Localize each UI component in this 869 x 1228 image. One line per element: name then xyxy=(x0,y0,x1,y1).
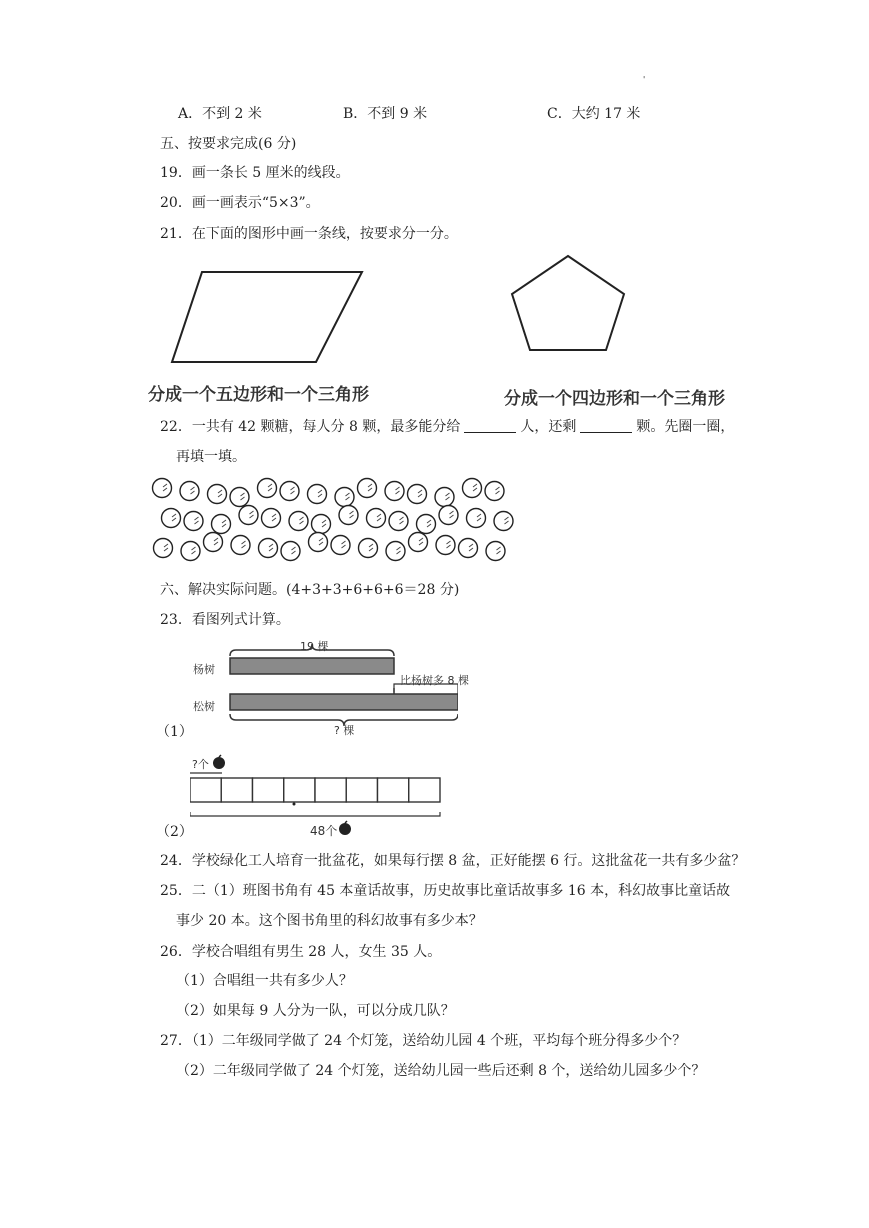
candy-ball-icon xyxy=(385,482,404,501)
candy-ball-icon xyxy=(312,515,331,534)
option-a: A．不到 2 米 xyxy=(178,106,262,122)
candy-ball-icon xyxy=(281,542,300,561)
candy-ball-icon xyxy=(231,536,250,555)
question-26: 26．学校合唱组有男生 28 人，女生 35 人。 xyxy=(160,944,442,960)
candy-ball-icon xyxy=(181,542,200,561)
q23-1-top-label: 19 棵 xyxy=(300,640,329,653)
candy-ball-icon xyxy=(467,509,486,528)
q21-left-caption: 分成一个五边形和一个三角形 xyxy=(148,385,369,405)
section6-title: 六、解决实际问题。(4+3+3+6+6+6＝28 分) xyxy=(160,582,460,598)
option-c: C．大约 17 米 xyxy=(547,106,641,122)
poplar-bar xyxy=(230,658,394,674)
question-24: 24．学校绿化工人培育一批盆花，如果每行摆 8 盆，正好能摆 6 行。这批盆花一共有多少盆？ xyxy=(160,853,746,869)
candy-ball-icon xyxy=(180,482,199,501)
question-25-line1: 25．二（1）班图书角有 45 本童话故事，历史故事比童话故事多 16 本，科幻故事比童话故 xyxy=(160,883,731,899)
candy-ball-icon xyxy=(367,509,386,528)
pine-bar xyxy=(230,694,458,710)
candy-ball-icon xyxy=(409,533,428,552)
candy-ball-icon xyxy=(459,539,478,558)
candy-ball-icon xyxy=(331,536,350,555)
candy-ball-icon xyxy=(162,509,181,528)
candy-ball-icon xyxy=(436,536,455,555)
q22-text-1: 22．一共有 42 颗糖，每人分 8 颗，最多能分给 xyxy=(160,419,461,435)
box-cell xyxy=(221,778,252,802)
q23-2-top-label: ?个 xyxy=(192,758,209,771)
candy-ball-icon xyxy=(486,542,505,561)
candy-ball-icon xyxy=(485,482,504,501)
box-cell xyxy=(378,778,409,802)
candy-ball-icon xyxy=(289,512,308,531)
candy-ball-icon xyxy=(439,506,458,525)
question-22 xyxy=(160,417,734,437)
candy-ball-icon xyxy=(153,479,172,498)
candy-ball-icon xyxy=(280,482,299,501)
candy-ball-icon xyxy=(389,512,408,531)
box-cell xyxy=(409,778,440,802)
question-21: 21．在下面的图形中画一条线，按要求分一分。 xyxy=(160,226,458,242)
question-27-2: （2）二年级同学做了 24 个灯笼，送给幼儿园一些后还剩 8 个，送给幼儿园多少个？ xyxy=(176,1063,706,1079)
q22-blank-remainder[interactable] xyxy=(580,418,632,433)
parallelogram-figure xyxy=(168,268,368,368)
q23-2-bottom-label: 48个 xyxy=(310,824,338,838)
candy-ball-icon xyxy=(239,506,258,525)
candy-ball-icon xyxy=(154,539,173,558)
pentagon-figure xyxy=(506,252,632,356)
question-20: 20．画一画表示“5×3”。 xyxy=(160,195,320,211)
box-cell xyxy=(346,778,377,802)
candy-ball-icon xyxy=(463,479,482,498)
option-b: B．不到 9 米 xyxy=(343,106,428,122)
q23-1-label: （1） xyxy=(156,724,193,740)
candy-ball-icon xyxy=(339,506,358,525)
candy-ball-icon xyxy=(262,509,281,528)
candy-ball-icon xyxy=(408,485,427,504)
candy-ball-icon xyxy=(308,485,327,504)
q23-1-poplar-label: 杨树 xyxy=(193,663,215,676)
box-strip xyxy=(190,768,450,828)
box-cell xyxy=(284,778,315,802)
box-cell xyxy=(253,778,284,802)
q23-1-bottom-label: ? 棵 xyxy=(334,724,355,737)
candy-ball-icon xyxy=(417,515,436,534)
candy-ball-icon xyxy=(208,485,227,504)
candy-ball-icon xyxy=(386,542,405,561)
candy-ball-icon xyxy=(204,533,223,552)
candy-ball-icon xyxy=(335,488,354,507)
box-cell xyxy=(190,778,221,802)
section5-title: 五、按要求完成(6 分) xyxy=(160,136,297,152)
question-26-1: （1）合唱组一共有多少人？ xyxy=(176,973,353,989)
question-26-2: （2）如果每 9 人分为一队，可以分成几队？ xyxy=(176,1003,455,1019)
candy-ball-icon xyxy=(359,539,378,558)
candy-ball-icon xyxy=(309,533,328,552)
candy-ball-icon xyxy=(358,479,377,498)
q23-1-pine-label: 松树 xyxy=(193,700,215,713)
q22-text-3: 颗。先圈一圈， xyxy=(636,419,735,435)
question-22-line2: 再填一填。 xyxy=(176,449,246,465)
candy-ball-icon xyxy=(259,539,278,558)
q23-2-label: （2） xyxy=(156,824,193,840)
q22-blank-people[interactable] xyxy=(464,418,516,433)
q22-text-2: 人，还剩 xyxy=(520,419,577,435)
candy-ball-icon xyxy=(435,488,454,507)
candy-group xyxy=(150,474,530,574)
candy-ball-icon xyxy=(230,488,249,507)
question-23: 23．看图列式计算。 xyxy=(160,612,290,628)
question-19: 19．画一条长 5 厘米的线段。 xyxy=(160,165,350,181)
candy-ball-icon xyxy=(184,512,203,531)
stray-dot: ' xyxy=(643,75,646,84)
question-25-line2: 事少 20 本。这个图书角里的科幻故事有多少本？ xyxy=(176,913,483,929)
apple-icon xyxy=(337,820,353,836)
candy-ball-icon xyxy=(212,515,231,534)
q23-1-extra-label: 比杨树多 8 棵 xyxy=(400,674,469,687)
candy-ball-icon xyxy=(494,512,513,531)
question-27-1: 27．（1）二年级同学做了 24 个灯笼，送给幼儿园 4 个班，平均每个班分得多少个？ xyxy=(160,1033,687,1049)
q21-right-caption: 分成一个四边形和一个三角形 xyxy=(504,389,725,409)
box-cell xyxy=(315,778,346,802)
candy-ball-icon xyxy=(258,479,277,498)
